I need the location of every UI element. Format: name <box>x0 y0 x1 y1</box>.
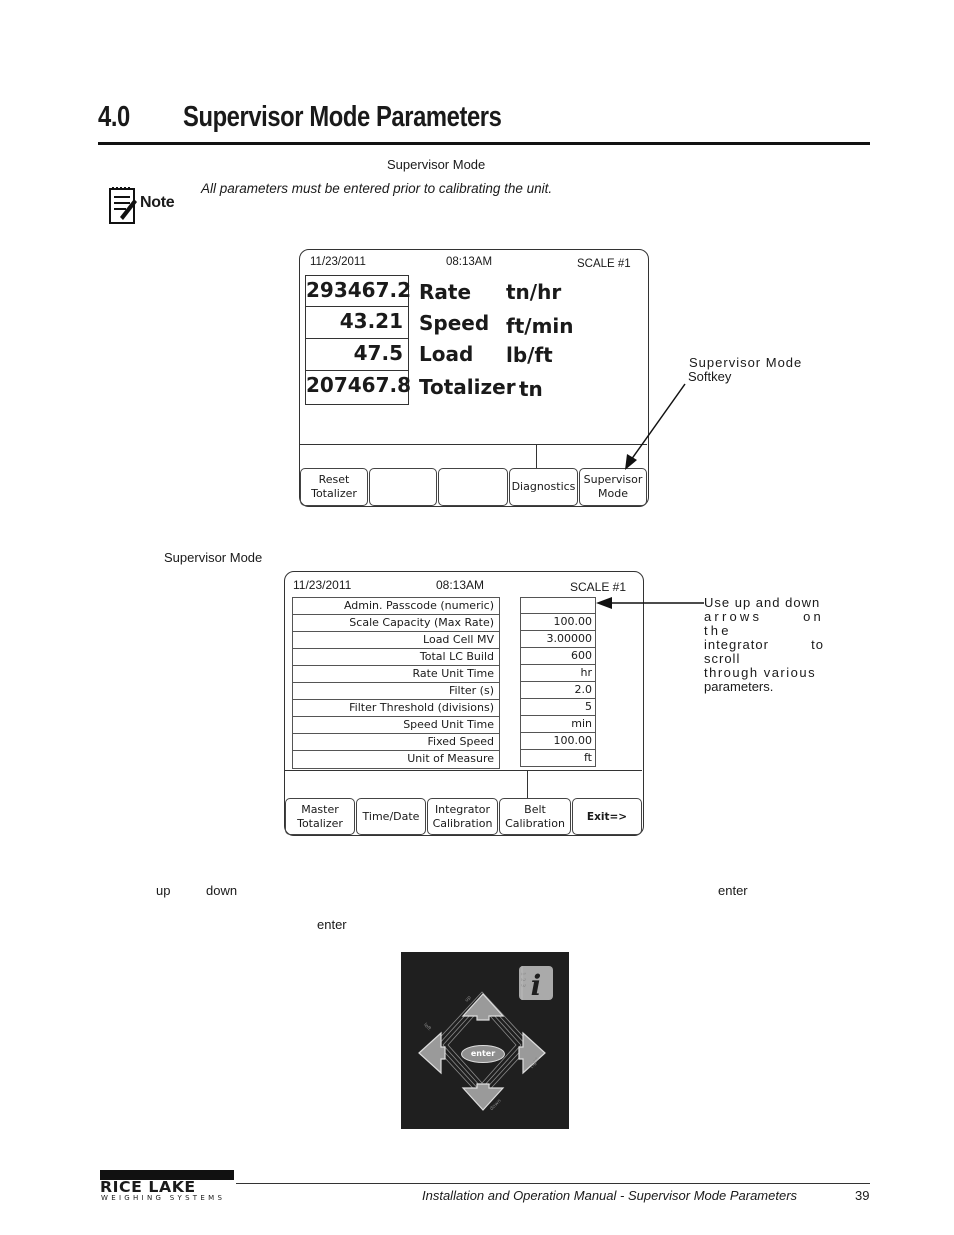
belt-calibration-softkey[interactable]: Belt Calibration <box>499 798 571 835</box>
page-number: 39 <box>855 1188 870 1203</box>
master-totalizer-softkey[interactable]: Master Totalizer <box>285 798 355 835</box>
param-name: Speed Unit Time <box>293 717 499 734</box>
param-name: Unit of Measure <box>407 752 494 765</box>
blank-softkey-2[interactable] <box>369 468 437 506</box>
heading-divider <box>98 142 870 145</box>
time-date-softkey[interactable]: Time/Date <box>356 798 426 835</box>
scroll-callout-line: Use up and down <box>704 595 821 610</box>
svg-text:i: i <box>530 969 542 1002</box>
logo-subtext: WEIGHING SYSTEMS <box>101 1194 226 1202</box>
scroll-callout-line: integrator to scroll <box>704 637 824 666</box>
screen-date: 11/23/2011 <box>310 256 366 268</box>
screen2-time: 08:13AM <box>436 578 485 592</box>
enter-keyword-2: enter <box>317 917 347 932</box>
up-key-label: up <box>463 994 473 1004</box>
param-value[interactable]: 2.0 <box>520 682 596 699</box>
softkey-callout-line1: Supervisor Mode <box>689 355 803 370</box>
param-value[interactable]: 3.00000 <box>520 631 596 648</box>
supervisor-mode-screen <box>284 571 644 836</box>
load-label: Load <box>419 342 474 366</box>
integrator-calibration-softkey[interactable]: Integrator Calibration <box>427 798 498 835</box>
callout-arrow-icon <box>615 380 695 475</box>
totalizer-label: Totalizer <box>419 375 516 399</box>
keypad-image <box>401 952 569 1129</box>
section-number: 4.0 <box>98 101 130 133</box>
left-arrow-key[interactable] <box>417 1030 447 1076</box>
totalizer-unit: tn <box>519 377 543 401</box>
left-key-label: left <box>422 1022 433 1032</box>
screen-scale: SCALE #1 <box>577 258 631 270</box>
param-name: Filter Threshold (divisions) <box>293 700 499 717</box>
load-unit: lb/ft <box>506 343 553 367</box>
param-name: Scale Capacity (Max Rate) <box>293 615 499 632</box>
down-key-label: down <box>488 1098 503 1112</box>
supervisor-mode-softkey[interactable]: Supervisor Mode <box>579 468 647 506</box>
diagnostics-softkey[interactable]: Diagnostics <box>509 468 578 506</box>
up-keyword: up <box>156 883 171 898</box>
param-value[interactable]: 100.00 <box>520 733 596 750</box>
param-value[interactable]: 100.00 <box>520 614 596 631</box>
exit-softkey[interactable]: Exit=> <box>572 798 642 835</box>
screen2-scale: SCALE #1 <box>570 580 627 594</box>
footer-manual-title: Installation and Operation Manual - Supervisor Mode Parameters <box>422 1188 798 1203</box>
param-name: Filter (s) <box>293 683 499 700</box>
scroll-callout-line: parameters. <box>704 679 774 694</box>
param-name-table <box>292 597 500 769</box>
screen-time: 08:13AM <box>446 256 493 268</box>
param-value[interactable]: 600 <box>520 648 596 665</box>
right-arrow-key[interactable] <box>517 1030 547 1076</box>
scroll-callout <box>704 596 824 694</box>
right-key-label: right <box>529 1056 541 1070</box>
screen-divider <box>300 444 647 445</box>
softkey-callout-line2: Softkey <box>688 369 732 384</box>
scroll-callout-line: through various <box>704 665 817 680</box>
param-value[interactable]: min <box>520 716 596 733</box>
param-name: Total LC Build <box>293 649 499 666</box>
intro-label: Supervisor Mode <box>387 157 486 172</box>
param-value[interactable]: hr <box>520 665 596 682</box>
rate-value: 293467.2 <box>305 275 409 307</box>
section-title: Supervisor Mode Parameters <box>183 101 502 133</box>
speed-label: Speed <box>419 311 490 335</box>
blank-softkey-3[interactable] <box>438 468 508 506</box>
enter-keyword: enter <box>718 883 748 898</box>
screen2-date: 11/23/2011 <box>293 578 352 592</box>
param-value-column <box>520 597 596 767</box>
svg-text:1 2 3: 1 2 3 <box>519 972 526 988</box>
value-column <box>305 275 412 405</box>
main-display-screen <box>299 249 649 507</box>
enter-key[interactable]: enter <box>461 1045 505 1063</box>
screen2-label: Supervisor Mode <box>164 550 263 565</box>
param-name: Admin. Passcode (numeric) <box>293 598 499 615</box>
logo-text: RICE LAKE <box>100 1178 196 1196</box>
screen-divider-vertical <box>536 444 537 468</box>
rate-label: Rate <box>419 280 472 304</box>
footer-divider <box>236 1183 870 1184</box>
speed-unit: ft/min <box>506 314 574 338</box>
reset-totalizer-softkey[interactable]: Reset Totalizer <box>300 468 368 506</box>
param-value[interactable] <box>520 597 596 614</box>
load-value: 47.5 <box>305 339 409 371</box>
note-text: All parameters must be entered prior to calibrating the unit. <box>201 181 553 196</box>
screen2-divider-vertical <box>527 770 528 798</box>
param-name: Fixed Speed <box>293 734 499 751</box>
param-value[interactable]: ft <box>520 750 596 767</box>
totalizer-value: 207467.8 <box>305 371 409 405</box>
rate-unit: tn/hr <box>506 280 562 304</box>
down-arrow-key[interactable] <box>459 1082 507 1112</box>
screen2-divider <box>285 770 642 771</box>
note-label: Note <box>140 194 175 211</box>
scroll-callout-arrow-icon <box>594 593 706 613</box>
param-name: Load Cell MV <box>293 632 499 649</box>
param-value[interactable]: 5 <box>520 699 596 716</box>
notepad-icon <box>108 185 138 225</box>
param-name: Rate Unit Time <box>293 666 499 683</box>
speed-value: 43.21 <box>305 307 409 339</box>
scroll-callout-line: arrows on the <box>704 609 824 638</box>
down-keyword: down <box>206 883 238 898</box>
